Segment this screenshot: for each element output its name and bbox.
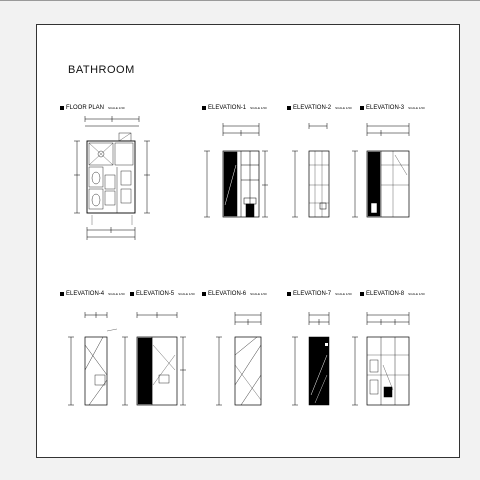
view-name: ELEVATION-5 [136,291,175,297]
view-name: ELEVATION-2 [293,105,332,111]
view-name: ELEVATION-6 [208,291,247,297]
view-scale: SCALE 1/30 [108,106,125,110]
floor-plan-drawing [74,116,150,240]
drawing-sheet [36,24,460,458]
top-border-line [0,0,480,1]
view-scale: SCALE 1/30 [408,292,425,296]
view-name: ELEVATION-7 [293,291,332,297]
elevation-8-drawing [352,312,409,405]
elevation-6-drawing [216,312,261,405]
view-scale: SCALE 1/30 [335,106,352,110]
view-scale: SCALE 1/30 [178,292,195,296]
elevation-7-drawing [292,312,329,405]
elevation-3-drawing [352,123,409,217]
drawing-canvas [37,25,461,459]
elevation-4-drawing [68,312,117,405]
view-name: ELEVATION-4 [66,291,105,297]
elevation-1-drawing [204,123,268,217]
view-scale: SCALE 1/30 [250,106,267,110]
view-scale: SCALE 1/30 [335,292,352,296]
view-scale: SCALE 1/30 [108,292,125,296]
elevation-5-drawing [122,312,186,405]
view-name: ELEVATION-1 [208,105,247,111]
view-name: FLOOR PLAN [66,105,105,111]
view-name: ELEVATION-8 [366,291,405,297]
view-name: ELEVATION-3 [366,105,405,111]
view-scale: SCALE 1/30 [408,106,425,110]
sheet-title: BATHROOM [68,64,135,76]
view-scale: SCALE 1/30 [250,292,267,296]
elevation-2-drawing [292,123,329,217]
